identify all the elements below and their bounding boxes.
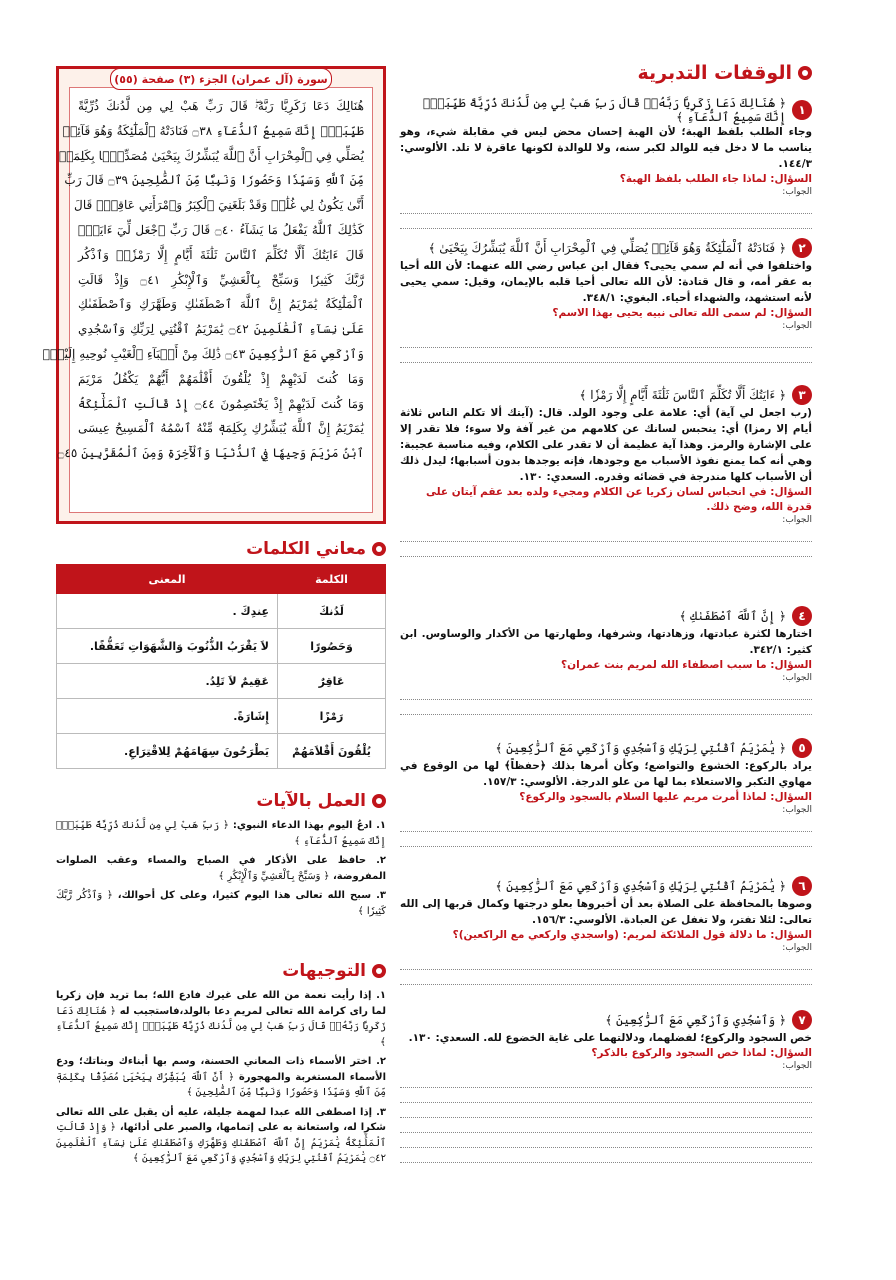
meaning-cell: لاَ يَقْرَبُ الذُّنُوبَ وَالشَّهَوَاتِ تَعَفُّفًا. [57, 629, 278, 664]
guidance-item [56, 1105, 386, 1167]
answer-label: الجواب: [782, 1061, 812, 1071]
answer-label: الجواب: [782, 805, 812, 815]
answer-label: الجواب: [782, 515, 812, 525]
waqfa-verse: ﴿ يَٰمَرْيَمُ ٱقْنُتِي لِرَبِّكِ وَٱسْجُدِي وَٱرْكَعِي مَعَ ٱلرَّٰكِعِينَ ﴾ [495, 741, 786, 755]
mushaf-line: ٱلْمَلَٰٓئِكَةُ يَٰمَرْيَمُ إِنَّ ٱللَّهَ ٱصْطَفَىٰكِ وَطَهَّرَكِ وَٱصْطَفَىٰكِ [78, 297, 364, 312]
answer-line[interactable] [400, 348, 812, 363]
answer-line[interactable] [400, 817, 812, 832]
answer-line[interactable] [400, 700, 812, 715]
waqfa-question: السؤال: لماذا جاء الطلب بلفظ الهبة؟ [619, 173, 812, 185]
waqfa-number: ٧ [792, 1010, 812, 1030]
waqfa-question: السؤال: ما سبب اصطفاء الله لمريم بنت عمران؟ [561, 659, 812, 671]
answer-line[interactable] [400, 955, 812, 970]
waqfa-question: السؤال: لماذا أمرت مريم عليها السلام بالسجود والركوع؟ [519, 791, 812, 803]
waqfa-item [400, 385, 812, 557]
action-item [56, 853, 386, 884]
answer-line[interactable] [400, 542, 812, 557]
mushaf-line: وَمَا كُنتَ لَدَيْهِمْ إِذْ يَخْتَصِمُونَ ۝٤٤ إِذْ قَالَتِ ٱلْمَلَٰٓئِكَةُ [78, 396, 364, 411]
words-section [56, 536, 386, 562]
guidance-list [56, 988, 386, 1167]
waqfa-verse: ﴿ وَٱسْجُدِي وَٱرْكَعِي مَعَ ٱلرَّٰكِعِينَ ﴾ [605, 1013, 786, 1027]
waqfa-verse: ﴿ هُنَالِكَ دَعَا زَكَرِيَّا رَبَّهُۥۖ قَالَ رَبِّ هَبْ لِي مِن لَّدُنكَ ذُرِّيَّةً طَيِّبَةًۖ إِنَّكَ سَمِيعُ ٱلدُّعَآءِ ﴾ [422, 96, 786, 124]
answer-line[interactable] [400, 199, 812, 214]
mushaf-line: ٱبْنُ مَرْيَمَ وَجِيهٗا فِي ٱلدُّنْيَا وَٱلْأٓخِرَةِ وَمِنَ ٱلْمُقَرَّبِينَ ۝٤٥ [57, 446, 364, 461]
flower-icon [372, 794, 386, 808]
waqfa-body: خص السجود والركوع؛ لفضلهما، ودلالتهما على غاية الخضوع لله. السعدي: ١٣٠. [408, 1032, 812, 1044]
action-item-verse: ﴿ وَٱذْكُر رَّبَّكَ كَثِيرٗا ﴾ [56, 890, 386, 917]
waqfa-item [400, 1010, 812, 1163]
mushaf-line: طَيِّبَةًۖ إِنَّكَ سَمِيعُ ٱلدُّعَآءِ ۝٣٨ فَنَادَتْهُ ٱلْمَلَٰٓئِكَةُ وَهُوَ قَآئِمٞ [62, 123, 364, 138]
waqfa-head [400, 385, 812, 405]
answer-label: الجواب: [782, 187, 812, 197]
answer-line[interactable] [400, 832, 812, 847]
word-cell: رَمْزًا [278, 699, 386, 734]
mushaf-page [42, 66, 386, 524]
waqfa-verse: ﴿ إِنَّ ٱللَّهَ ٱصْطَفَىٰكِ ﴾ [679, 609, 786, 623]
answer-line[interactable] [400, 1103, 812, 1118]
waqfa-verse: ﴿ يَٰمَرْيَمُ ٱقْنُتِي لِرَبِّكِ وَٱسْجُدِي وَٱرْكَعِي مَعَ ٱلرَّٰكِعِينَ ﴾ [495, 879, 786, 893]
guidance-item [56, 988, 386, 1050]
waqfa-head [400, 96, 812, 124]
words-title: معاني الكلمات [56, 536, 386, 562]
actions-section [56, 788, 386, 919]
table-row [57, 629, 386, 664]
waqfa-number: ٥ [792, 738, 812, 758]
guidance-item-text: ٢. اختر الأسماء ذات المعاني الحسنة، وسم بها أبناءك وبناتك؛ ودع الأسماء المستغربة والمهجورة [56, 1056, 387, 1083]
mushaf-line: عَلَىٰ نِسَآءِ ٱلْعَٰلَمِينَ ۝٤٢ يَٰمَرْيَمُ ٱقْنُتِي لِرَبِّكِ وَٱسْجُدِي [78, 322, 364, 337]
meaning-cell: عَقِيمٌ لاَ تَلِدُ. [57, 664, 278, 699]
mushaf-line: وَمَا كُنتَ لَدَيْهِمْ إِذْ يُلْقُونَ أَقْلَٰمَهُمْ أَيُّهُمْ يَكْفُلُ مَرْيَمَ [78, 371, 364, 386]
action-item [56, 818, 386, 849]
meaning-cell: عِندِكَ . [57, 594, 278, 629]
waqfa-item [400, 606, 812, 715]
answer-line[interactable] [400, 1148, 812, 1163]
action-item [56, 888, 386, 919]
mushaf-line: يَٰمَرْيَمُ إِنَّ ٱللَّهَ يُبَشِّرُكِ بِكَلِمَةٖ مِّنْهُ ٱسْمُهُ ٱلْمَسِيحُ عِيسَى [78, 421, 364, 436]
guidance-item-verse: ﴿ أَنَّ ٱللَّهَ يُبَشِّرُكَ بِيَحْيَىٰ مُصَدِّقَۢا بِكَلِمَةٖ مِّنَ ٱللَّهِ وَسَيِّدٗا وَحَصُورٗا وَنَبِيّٗا مِّنَ ٱلصَّٰلِحِينَ ﴾ [56, 1071, 386, 1098]
table-row [57, 664, 386, 699]
mushaf-line: هُنَالِكَ دَعَا زَكَرِيَّا رَبَّهُۥۖ قَالَ رَبِّ هَبْ لِي مِن لَّدُنكَ ذُرِّيَّةً [78, 99, 364, 113]
guidance-item-text: ١. إذا رأيت نعمة من الله على غيرك فادع الله؛ بما تريد فإن زكريا لما راى كرامة الله تعالى لمريم دعا بالولد،فاستجيب له [56, 990, 387, 1017]
words-table [56, 564, 386, 769]
action-item-verse: ﴿ وَسَبِّحْ بِٱلْعَشِيِّ وَٱلْإِبْكَٰرِ ﴾ [218, 870, 330, 882]
waqfa-item [400, 238, 812, 363]
waqfa-body: واختلفوا في أنه لم سمي يحيى؟ فقال ابن عباس رضي الله عنهما: لأن الله أحيا به عقر أمه، و قال قتادة: لأن الله تعالى أحيا قلبه بالإيمان، وقيل: سمي يحيى لأنه استشهد، والشهداء أحياء. البغوي: ٣٤٨/١. [400, 260, 812, 304]
waqfa-question: السؤال: لماذا خص السجود والركوع بالذكر؟ [591, 1047, 812, 1059]
mushaf-line: رَّبَّكَ كَثِيرٗا وَسَبِّحْ بِٱلْعَشِيِّ وَٱلْإِبْكَٰرِ ۝٤١ وَإِذْ قَالَتِ [78, 272, 365, 287]
mushaf-line: كَذَٰلِكَ ٱللَّهُ يَفْعَلُ مَا يَشَآءُ ۝٤٠ قَالَ رَبِّ ٱجْعَل لِّيٓ ءَايَةٗۖ [78, 222, 364, 237]
guidance-section [56, 958, 386, 1167]
guidance-title: التوجيهات [56, 958, 386, 984]
word-cell: يُلْقُونَ أَقْلاَمَهُمْ [278, 734, 386, 769]
table-header-meaning: المعنى [57, 565, 278, 594]
mushaf-line: مِّنَ ٱللَّهِ وَسَيِّدٗا وَحَصُورٗا وَنَبِيّٗا مِّنَ ٱلصَّٰلِحِينَ ۝٣٩ قَالَ رَبِّ [64, 173, 364, 188]
table-row [57, 734, 386, 769]
flower-icon [798, 66, 812, 80]
waqfa-number: ١ [792, 100, 812, 120]
answer-line[interactable] [400, 1073, 812, 1088]
waqfa-item [400, 876, 812, 985]
word-cell: وَحَصُورًا [278, 629, 386, 664]
waqfa-number: ٣ [792, 385, 812, 405]
flower-icon [372, 542, 386, 556]
answer-line[interactable] [400, 1133, 812, 1148]
word-cell: عَاقِرٌ [278, 664, 386, 699]
waqfa-head [400, 1010, 812, 1030]
waqfa-number: ٤ [792, 606, 812, 626]
guidance-item-verse: ﴿ هُنَالِكَ دَعَا زَكَرِيَّا رَبَّهُۥۖ قَالَ رَبِّ هَبْ لِي مِن لَّدُنكَ ذُرِّيَّةً طَيِّبَةًۖ إِنَّكَ سَمِيعُ ٱلدُّعَآءِ ﴾ [56, 1005, 386, 1048]
table-row [57, 594, 386, 629]
table-row [57, 699, 386, 734]
waqfa-number: ٦ [792, 876, 812, 896]
waqfa-item [400, 738, 812, 847]
actions-title: العمل بالآيات [56, 788, 386, 814]
mushaf-line: أَنَّىٰ يَكُونُ لِي غُلَٰمٞ وَقَدْ بَلَغَنِيَ ٱلْكِبَرُ وَٱمْرَأَتِي عَاقِرٞۖ قَالَ [73, 198, 364, 213]
guidance-item-verse: ﴿ وَإِذْ قَالَتِ ٱلْمَلَٰٓئِكَةُ يَٰمَرْيَمُ إِنَّ ٱللَّهَ ٱصْطَفَىٰكِ وَطَهَّرَكِ وَٱصْطَفَىٰكِ عَلَىٰ نِسَآءِ ٱلْعَٰلَمِينَ ۝٤٢ يَٰمَرْيَمُ ٱقْنُتِي لِرَبِّكِ وَٱسْجُدِي وَٱرْكَعِي مَعَ ٱلرَّٰكِعِينَ ﴾ [56, 1122, 386, 1164]
waqfa-item [400, 96, 812, 229]
waqfa-body: وصوها بالمحافظة على الصلاة بعد أن أخبروها بعلو درجتها وكمال قربها إلى الله تعالى: لئلا تفتر، ولا تغفل عن العبادة. الألوسي: ١٥٦/٣. [400, 898, 812, 926]
answer-line[interactable] [400, 214, 812, 229]
waqfa-question: السؤال: في انحباس لسان زكريا عن الكلام ومجيء ولده بعد عقم آيتان على قدرة الله، وضح ذلك. [426, 486, 812, 513]
waqfa-body: يراد بالركوع: الخشوع والتواضع؛ وكأن أمرها بذلك ﴿حفظاً﴾ لها من الوقوع في مهاوي التكبر والاستعلاء بما لها من علو الدرجة. الألوسي: ١٥٧/٣. [400, 760, 812, 788]
mushaf-line: يُصَلِّي فِي ٱلْمِحْرَابِ أَنَّ ٱللَّهَ يُبَشِّرُكَ بِيَحْيَىٰ مُصَدِّقَۢا بِكَلِمَةٖ [58, 148, 364, 163]
meaning-cell: إِشَارَةً. [57, 699, 278, 734]
table-header-word: الكلمة [278, 565, 386, 594]
answer-line[interactable] [400, 685, 812, 700]
answer-line[interactable] [400, 333, 812, 348]
answer-line[interactable] [400, 1118, 812, 1133]
waqfa-question: السؤال: لم سمى الله تعالى نبيه يحيى بهذا الاسم؟ [552, 307, 812, 319]
mushaf-line: وَٱرْكَعِي مَعَ ٱلرَّٰكِعِينَ ۝٤٣ ذَٰلِكَ مِنْ أَنۢبَآءِ ٱلْغَيْبِ نُوحِيهِ إِلَيْكَۚ [42, 346, 364, 361]
waqfa-body: (رب اجعل لي آية) أي: علامة على وجود الولد. قال: (آيتك ألا تكلم الناس ثلاثة أيام إلا رمزا) أي: ينحبس لسانك عن كلامهم من غير آفة ولا سوء؛ فلا تقدر إلا على الإشارة والرمز. وهذا آية عظيمة أن لا تقدر على الكلام، وفيه مناسبة عجيبة: وهي أنه كما يمنع نفوذ الأسباب مع وجودها، فإنه يوجدها بدون أسبابها؛ ليدل ذلك أن الأسباب كلها مندرجة في قضائه وقدره. السعدي: ١٣٠. [400, 407, 812, 483]
waqfa-head [400, 876, 812, 896]
actions-list [56, 818, 386, 919]
mushaf-text [42, 87, 373, 513]
answer-line[interactable] [400, 527, 812, 542]
sura-header: سورة (آل عمران) الجزء (٣) صفحة (٥٥) [110, 68, 332, 90]
waqfa-number: ٢ [792, 238, 812, 258]
answer-label: الجواب: [782, 943, 812, 953]
meaning-cell: يَطْرَحُونَ سِهَامَهُمْ لِلاقْتِرَاعِ. [57, 734, 278, 769]
waqfa-body: وجاء الطلب بلفظ الهبة؛ لأن الهبة إحسان محض ليس في مقابلة شيء، وهو يناسب ما لا دخل فيه للوالد لكبر سنه، ولا للوالدة لكونها عاقرة لا تلد. الألوسي: ١٤٤/٣. [400, 126, 812, 170]
action-item-text: ١. ادعُ اليوم بهذا الدعاء النبوي: [232, 820, 386, 831]
action-item-text: ٣. سبح الله تعالى هذا اليوم كثيرا، وعلى كل أحوالك، [117, 890, 386, 901]
waqfa-head [400, 738, 812, 758]
answer-line[interactable] [400, 1088, 812, 1103]
waqfa-question: السؤال: ما دلالة قول الملائكة لمريم: (واسجدي واركعي مع الراكعين)؟ [452, 929, 812, 941]
answer-label: الجواب: [782, 673, 812, 683]
answer-line[interactable] [400, 970, 812, 985]
waqafat-title: الوقفات التدبرية [400, 58, 812, 88]
waqfa-verse: ﴿ ءَايَتُكَ أَلَّا تُكَلِّمَ ٱلنَّاسَ ثَلَٰثَةَ أَيَّامٍ إِلَّا رَمْزٗا ﴾ [579, 388, 786, 402]
waqafat-column [400, 58, 812, 1273]
waqfa-verse: ﴿ فَنَادَتْهُ ٱلْمَلَٰٓئِكَةُ وَهُوَ قَآئِمٞ يُصَلِّي فِي ٱلْمِحْرَابِ أَنَّ ٱللَّهَ يُبَشِّرُكَ بِيَحْيَىٰ ﴾ [428, 241, 786, 255]
flower-icon [372, 964, 386, 978]
mushaf-line: قَالَ ءَايَتُكَ أَلَّا تُكَلِّمَ ٱلنَّاسَ ثَلَٰثَةَ أَيَّامٍ إِلَّا رَمْزٗاۗ وَٱذْكُر [78, 247, 364, 262]
waqfa-head [400, 238, 812, 258]
waqfa-head [400, 606, 812, 626]
guidance-item [56, 1054, 386, 1101]
answer-label: الجواب: [782, 321, 812, 331]
waqfa-body: اختارها لكثرة عبادتها، وزهادتها، وشرفها، وطهارتها من الأكدار والوساوس. ابن كثير: ٣٤٢/١. [400, 628, 812, 656]
word-cell: لَدُنكَ [278, 594, 386, 629]
action-item-verse: ﴿ رَبِّ هَبْ لِي مِن لَّدُنكَ ذُرِّيَّةً طَيِّبَةًۖ إِنَّكَ سَمِيعُ ٱلدُّعَآءِ ﴾ [56, 820, 386, 847]
guidance-item-text: ٣. إذا اصطفى الله عبدا لمهمة جليلة، عليه أن يقبل على الله تعالى شكرا له، واستعانة به على إتمامها، والصبر على أدائها، [56, 1106, 387, 1133]
action-item-text: ٢. حافظ على الأذكار في الصباح والمساء وعقب الصلوات المفروضة، [56, 855, 386, 882]
